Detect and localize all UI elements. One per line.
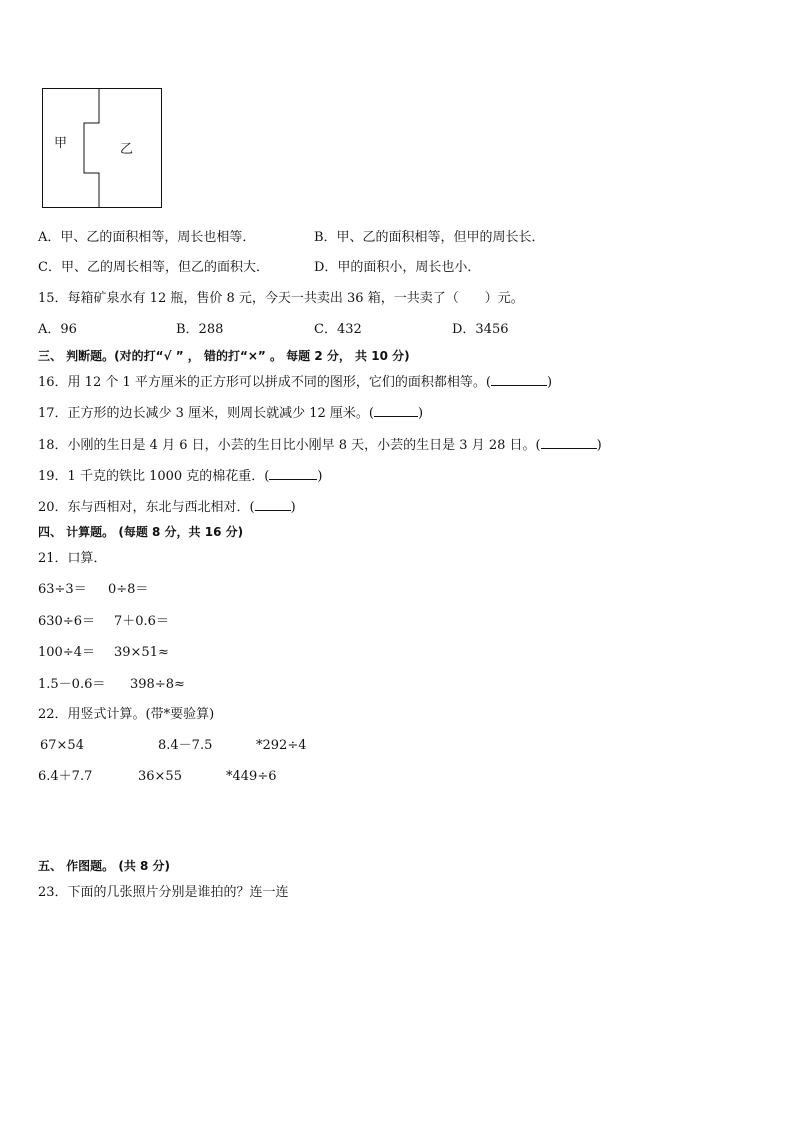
q19-text: 19．1 千克的铁比 1000 克的棉花重．(: [38, 469, 270, 484]
q21-title: 21．口算．: [38, 551, 107, 566]
q21-item: 100÷4＝: [38, 645, 95, 660]
q18-question: [38, 436, 602, 455]
q16-answer-blank[interactable]: [491, 373, 547, 386]
q19-close-paren: ): [317, 469, 323, 484]
q21-item: 1.5－0.6＝: [38, 677, 106, 692]
figure-label-yi: 乙: [120, 142, 134, 157]
q17-question: [38, 404, 423, 423]
q21-item: 63÷3＝: [38, 582, 87, 597]
q22-item: 6.4＋7.7: [38, 769, 93, 784]
q15-option-c: C．432: [314, 322, 362, 337]
q20-question: [38, 498, 296, 517]
q22-item: 8.4－7.5: [158, 738, 213, 753]
q16-question: [38, 373, 552, 392]
q22-title: 22．用竖式计算。(带*要验算): [38, 707, 215, 722]
split-square-figure: [42, 88, 162, 208]
q21-item: 39×51≈: [114, 645, 169, 660]
split-square-drawing: [42, 88, 162, 208]
q21-item: 630÷6＝: [38, 614, 95, 629]
q18-text: 18．小刚的生日是 4 月 6 日，小芸的生日比小刚早 8 天，小芸的生日是 3 月 28 日。(: [38, 438, 541, 453]
q20-close-paren: ): [290, 500, 296, 515]
q15-option-a: A．96: [38, 322, 77, 337]
q16-text: 16．用 12 个 1 平方厘米的正方形可以拼成不同的图形，它们的面积都相等。(: [38, 375, 491, 390]
q16-close-paren: ): [546, 375, 553, 390]
q15-option-b: B．288: [176, 322, 224, 337]
q14-option-d: D．甲的面积小，周长也小．: [314, 260, 481, 275]
q14-option-c: C．甲、乙的周长相等，但乙的面积大．: [38, 260, 269, 275]
q21-item: 398÷8≈: [130, 677, 185, 692]
section-4-title: 四、 计算题。 (每题 8 分，共 16 分): [38, 525, 244, 539]
q17-text: 17．正方形的边长减少 3 厘米，则周长就减少 12 厘米。(: [38, 406, 374, 421]
q21-item: 0÷8＝: [108, 582, 149, 597]
q20-answer-blank[interactable]: [255, 498, 291, 511]
q15-question: 15．每箱矿泉水有 12 瓶，售价 8 元，今天一共卖出 36 箱，一共卖了（ ）元。: [38, 291, 524, 306]
q15-option-d: D．3456: [452, 322, 509, 337]
q18-close-paren: ): [596, 438, 602, 453]
q18-answer-blank[interactable]: [541, 436, 597, 449]
q14-option-a: A．甲、乙的面积相等，周长也相等．: [38, 230, 256, 245]
q17-answer-blank[interactable]: [374, 404, 418, 417]
q22-item: 36×55: [138, 769, 182, 784]
q21-item: 7＋0.6＝: [114, 614, 169, 629]
q22-item: *449÷6: [226, 769, 277, 784]
figure-label-jia: 甲: [54, 136, 68, 151]
q19-question: [38, 467, 322, 486]
q23-question: 23．下面的几张照片分别是谁拍的？连一连: [38, 885, 289, 900]
q14-option-b: B．甲、乙的面积相等，但甲的周长长．: [314, 230, 545, 245]
q17-close-paren: ): [417, 406, 424, 421]
section-5-title: 五、 作图题。 (共 8 分): [38, 859, 171, 873]
q22-item: *292÷4: [256, 738, 307, 753]
q20-text: 20．东与西相对，东北与西北相对．(: [38, 500, 255, 515]
q19-answer-blank[interactable]: [269, 467, 317, 480]
q22-item: 67×54: [40, 738, 84, 753]
section-3-title: 三、 判断题。(对的打“√ ” ， 错的打“×” 。 每题 2 分， 共 10 分): [38, 349, 410, 363]
